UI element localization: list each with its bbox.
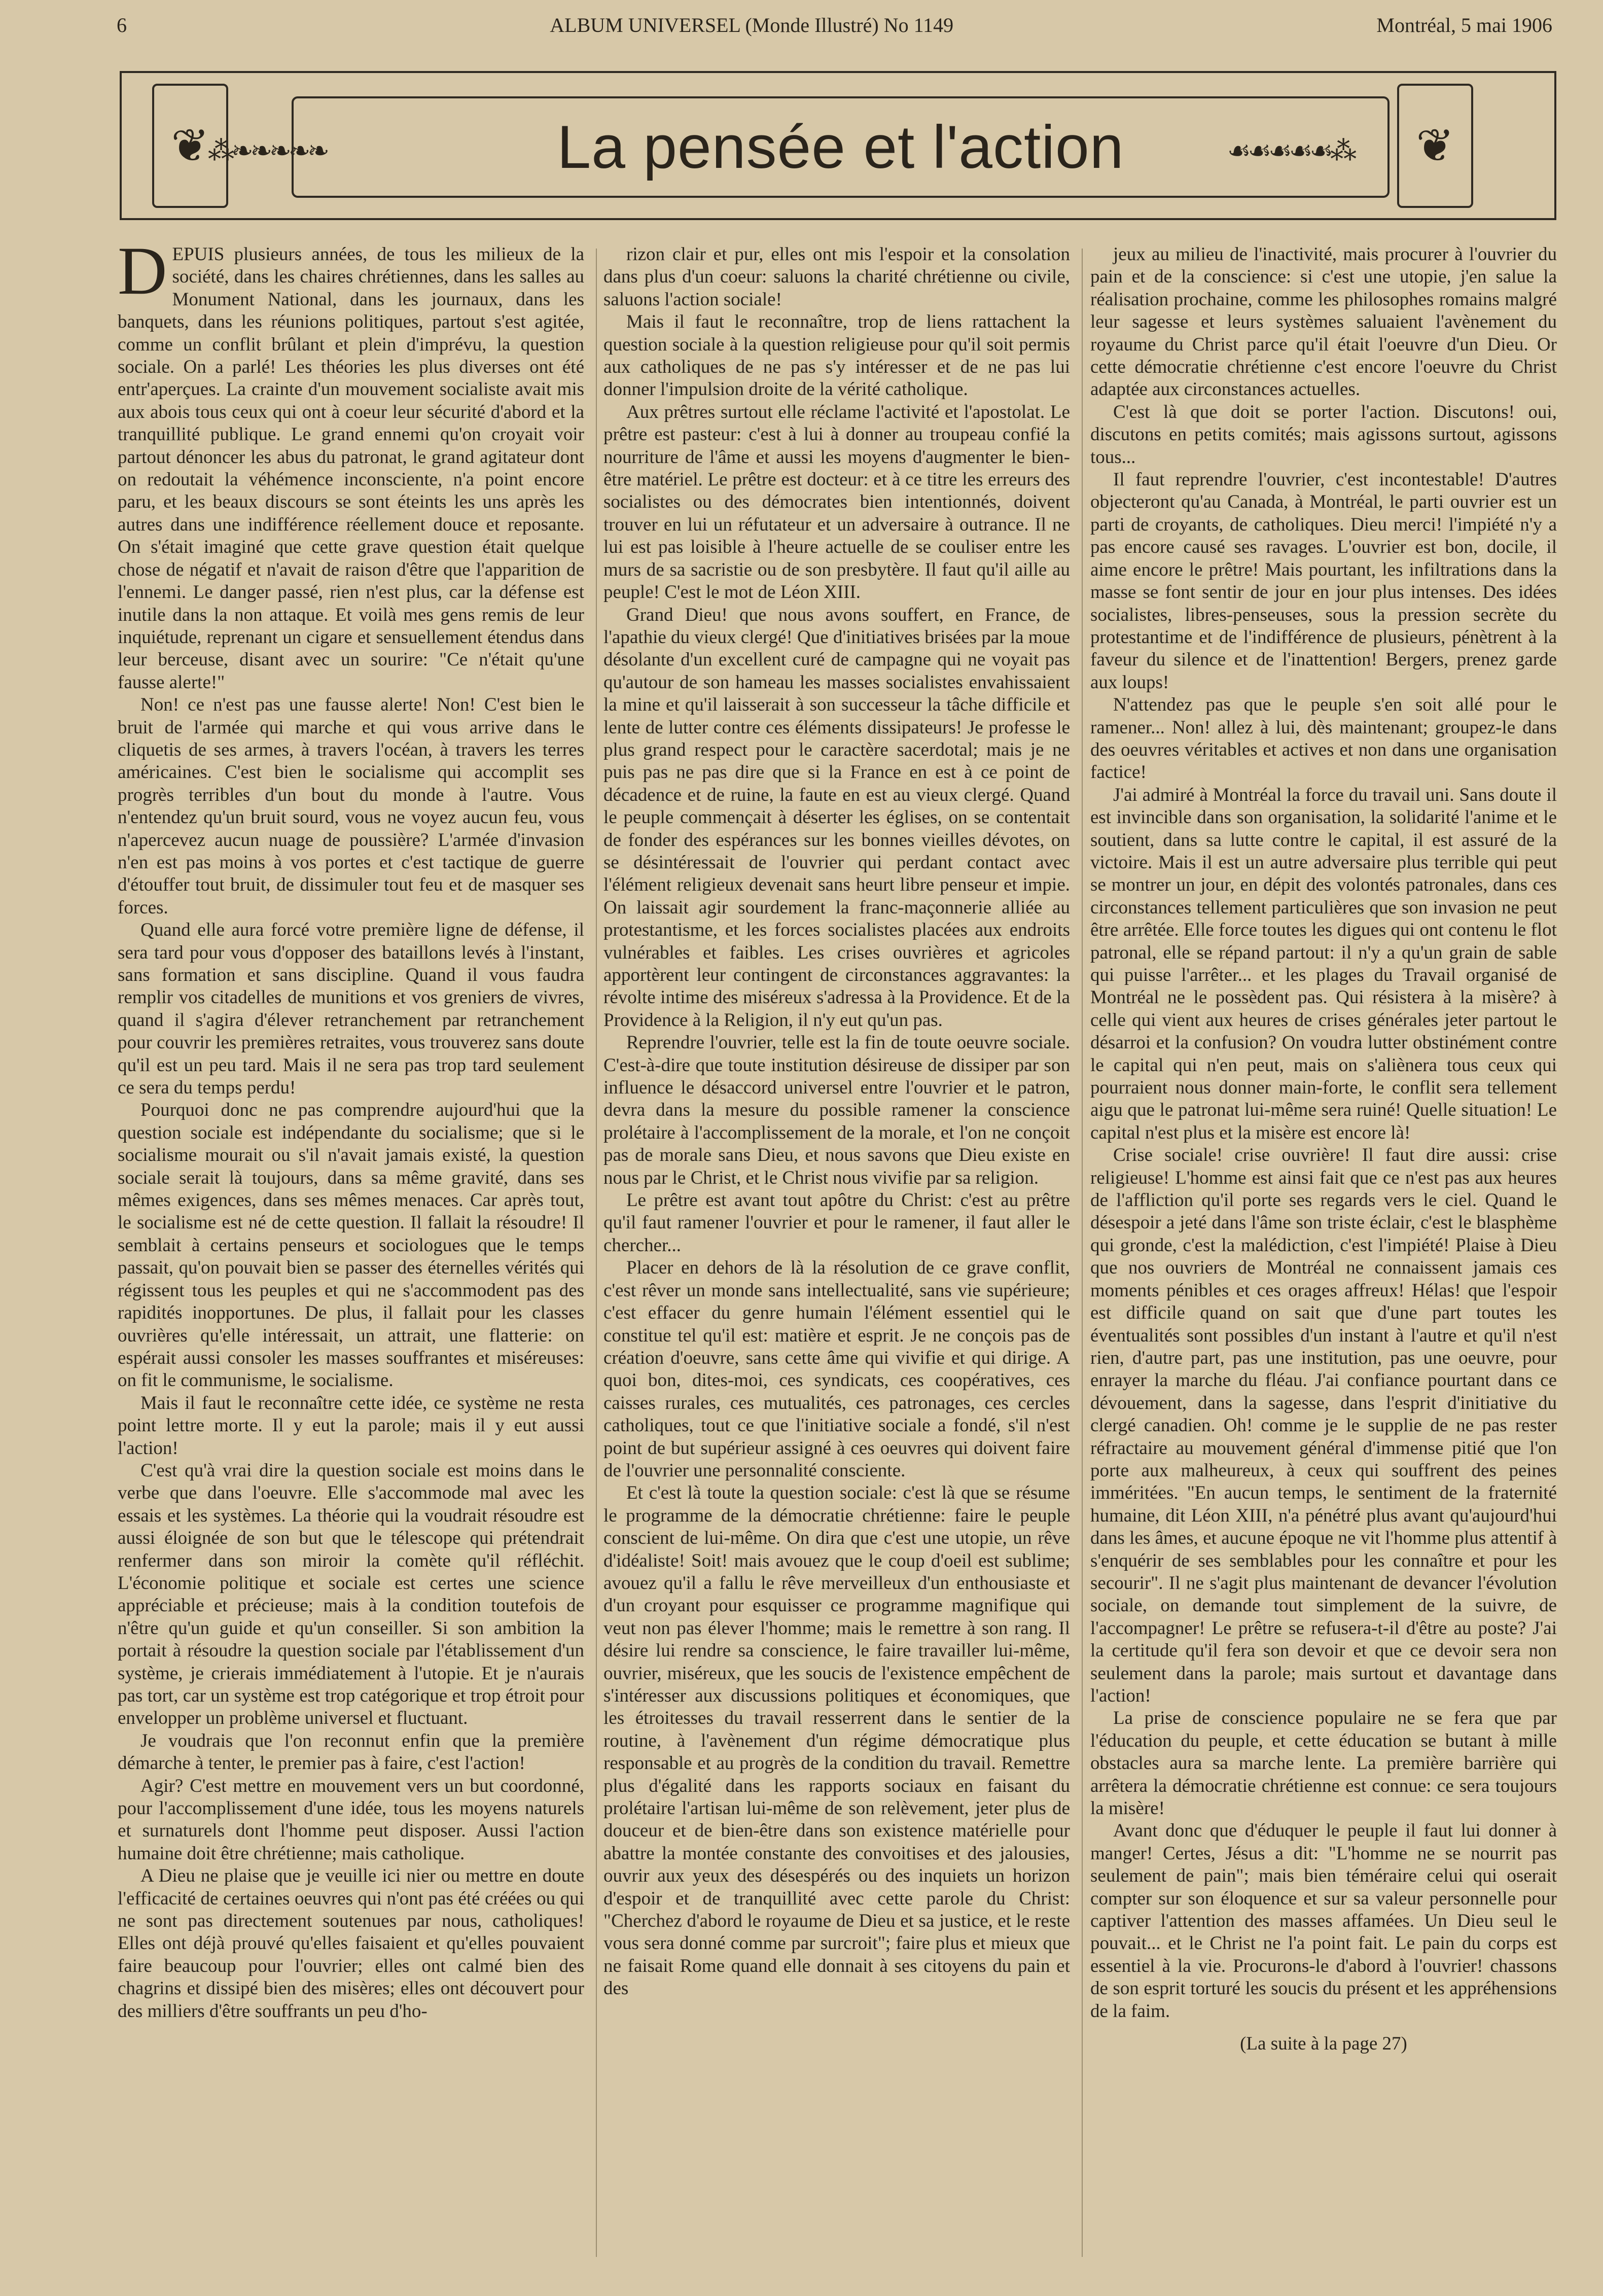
publication-title: ALBUM UNIVERSEL (Monde Illustré) No 1149 — [550, 14, 954, 37]
right-ornament-box — [1397, 84, 1473, 208]
article-paragraph: Agir? C'est mettre en mouvement vers un but coordonné, pour l'accomplissement d'une idée, tous les moyens naturels et surnaturels dont l'homme peut disposer. Aussi l'action humaine doit être chrétienne; mais catholique. — [118, 1775, 584, 1864]
article-paragraph: Avant donc que d'éduquer le peuple il faut lui donner à manger! Certes, Jésus a dit: "L'homme ne se nourrit pas seulement de pain"; mais bien téméraire celui qui oserait compter sur son éloquence et sur sa valeur personnelle pour captiver l'attention des masses affamées. Un Dieu seul le pouvait... et le Christ ne l'a point fait. Le pain du corps est essentiel à la vie. Procurons-le d'abord à l'ouvrier! chassons de son esprit torturé les soucis du présent et les appréhensions de la faim. — [1090, 1820, 1557, 2022]
article-paragraph: Quand elle aura forcé votre première ligne de défense, il sera tard pour vous d'opposer des bataillons levés à l'instant, sans formation et sans discipline. Quand il vous faudra remplir vos citadelles de munitions et vos greniers de vivres, quand il s'agira d'élever retranchement par retranchement pour couvrir les premières retraites, vous trouverez sans doute qu'il est un peu tard. Mais il ne sera pas trop tard seulement ce sera du temps perdu! — [118, 920, 584, 1099]
article-paragraph: Non! ce n'est pas une fausse alerte! Non! C'est bien le bruit de l'armée qui marche et qui vous arrive dans le cliquetis de ses armes, à travers l'océan, à travers les terres américaines. C'est bien le socialisme qui accomplit ses progrès terribles d'un bout du monde à l'autre. Vous n'entendez qu'un bruit sourd, vous ne voyez aucun feu, vous n'apercevez aucun nuage de poussière? L'armée d'invasion n'en est pas moins à vos portes et c'est tactique de guerre d'étouffer tout bruit, de dissimuler tout feu et de masquer ses forces. — [118, 694, 584, 918]
article-paragraph: Placer en dehors de là la résolution de ce grave conflit, c'est rêver un monde sans intellectualité, sans vie supérieure; c'est effacer du genre humain l'élément essentiel qui le constitue tel qu'il est: matière et esprit. Je ne conçois pas de création d'oeuvre, sans cette âme qui vivifie et qui dirige. A quoi bon, dites-moi, ces syndicats, ces coopératives, ces caisses rurales, ces mutualités, ces patronages, ces cercles catholiques, tout ce que l'initiative sociale a fondé, s'il n'est point de but supérieur assigné à ces oeuvres qui doivent faire de l'ouvrier une personnalité consciente. — [603, 1257, 1070, 1481]
article-paragraph: C'est qu'à vrai dire la question sociale est moins dans le verbe que dans l'oeuvre. Elle s'accommode mal avec les essais et les systèmes. La théorie qui la voudrait résoudre est aussi éloignée de son but que le télescope qui prétendrait renfermer dans son miroir la comète qu'il réfléchit. L'économie politique et sociale est certes une science appréciable et précieuse; mais à la condition toutefois de n'être qu'un guide et qu'un conseiller. Si son ambition la portait à résoudre la question sociale par l'établissement d'un système, je crierais immédiatement à l'utopie. Et je n'aurais pas tort, car un système est trop catégorique et trop étroit pour envelopper un problème universel et fluctuant. — [118, 1460, 584, 1729]
article-column-1 — [118, 233, 584, 2023]
issue-date: Montréal, 5 mai 1906 — [1376, 14, 1552, 37]
drop-cap: D — [118, 233, 167, 309]
running-head — [117, 13, 1552, 44]
left-vine-ornament: ⁂❧❧❧❧❧ — [208, 136, 327, 166]
article-paragraph: Pourquoi donc ne pas comprendre aujourd'hui que la question sociale est indépendante du socialisme; que si le socialisme mourait ou s'il n'avait jamais existé, la question sociale serait là toujours, dans sa même gravité, dans ses mêmes exigences, dans ses mêmes menaces. Car après tout, le socialisme est né de cette question. Il fallait la résoudre! Il semblait à certains penseurs et sociologues que le temps passait, qu'on pouvait bien se passer des éternelles vérités qui régissent tous les peuples et qui ne s'accommodent pas des rapidités inopportunes. De plus, il fallait pour les classes ouvrières qu'elle intéressait, un attrait, une flatterie: on espérait aussi consoler les masses souffrantes et miséreuses: on fit le communisme, le socialisme. — [118, 1100, 584, 1391]
ornament-icon: ❦ — [171, 119, 209, 172]
article-column-2 — [603, 243, 1070, 2000]
right-vine-ornament: ☙☙☙☙☙⁂ — [1227, 136, 1354, 166]
article-paragraph: Le prêtre est avant tout apôtre du Christ: c'est au prêtre qu'il faut ramener l'ouvrier et pour le ramener, il faut aller le chercher... — [603, 1190, 1070, 1256]
article-paragraph: La prise de conscience populaire ne se fera que par l'éducation du peuple, et cette éducation se butant à mille obstacles aura sa marche lente. La première barrière qui arrêtera la démocratie chrétienne est connue: ce sera toujours la misère! — [1090, 1708, 1557, 1819]
article-paragraph: Aux prêtres surtout elle réclame l'activité et l'apostolat. Le prêtre est pasteur: c'est à lui à donner au troupeau confié la nourriture de l'âme et aussi les moyens d'augmenter le bien-être matériel. Le prêtre est docteur: et à ce titre les erreurs des socialistes ou des démocrates bien intentionnés, doivent trouver en lui un réfutateur et un adversaire à outrance. Il ne lui est pas loisible à l'heure actuelle de se couliser entre les murs de sa sacristie ou de son presbytère. Il faut qu'il aille au peuple! C'est le mot de Léon XIII. — [603, 401, 1070, 603]
article-paragraph: Grand Dieu! que nous avons souffert, en France, de l'apathie du vieux clergé! Que d'initiatives brisées par la moue désolante d'un excellent curé de campagne qui ne voyait pas qu'autour de son hameau les masses socialistes envahissaient la mine et qu'il laisserait à son successeur la tâche difficile et lente de lutter contre ces éléments dissipateurs! Je professe le plus grand respect pour le caractère sacerdotal; mais je ne puis pas ne pas dire que si la France en est à ce point de décadence et de ruine, la faute en est au vieux clergé. Quand le peuple commençait à déserter les églises, on se contentait de fonder des espérances sur les bonnes vieilles dévotes, on se désintéressait de l'ouvrier qui perdant contact avec l'élément religieux devenait sans heurt libre penseur et impie. On laissait agir sourdement la franc-maçonnerie alliée au protestantisme, et les forces socialistes placées aux endroits vulnérables et faibles. Les crises ouvrières et agricoles apportèrent leur contingent de circonstances aggravantes: la révolte intime des miséreux s'adressa à la Providence. Et de la Providence à la Religion, il n'y eut qu'un pas. — [603, 604, 1070, 1031]
article-paragraph: rizon clair et pur, elles ont mis l'espoir et la consolation dans plus d'un coeur: saluons la charité chrétienne ou civile, saluons l'action sociale! — [603, 244, 1070, 310]
article-paragraph: Il faut reprendre l'ouvrier, c'est incontestable! D'autres objecteront qu'au Canada, à Montréal, le parti ouvrier est un parti de croyants, de catholiques. Dieu merci! l'impiété n'y a pas encore causé ses ravages. L'ouvrier est bon, docile, il aime encore le prêtre! Mais pourtant, les infiltrations dans la masse se font sentir de jour en jour plus intenses. Des idées socialistes, libres-penseuses, sous la pression secrète du protestantime et de l'indifférence de plusieurs, pénètrent à la faveur du silence et de l'inattention! Bergers, prenez garde aux loups! — [1090, 469, 1557, 693]
article-paragraph: J'ai admiré à Montréal la force du travail uni. Sans doute il est invincible dans son organisation, la solidarité l'anime et le soutient, dans sa lutte contre le capital, il est assuré de la victoire. Mais il est un autre adversaire plus terrible qui peut se montrer un jour, en dépit des volontés patronales, dans ces circonstances tellement particulières que son invasion ne peut être arrêtée. Elle force toutes les digues qui ont contenu le flot patronal, elle se répand partout: il n'y a qu'un grain de sable qui puisse l'arrêter... et les plages du Travail organisé de Montréal ne le possèdent pas. Qui résistera à la misère? à celle qui vient aux heures de crises générales jeter partout le désarroi et la confusion? On voudra lutter obstinément contre le capital qui n'en peut, mais on s'aliènera tous ceux qui pourraient nous donner main-forte, le conflit sera tellement aigu que le patronat lui-même sera ruiné! Quelle situation! Le capital n'est plus et la misère est encore là! — [1090, 784, 1557, 1143]
article-paragraph: N'attendez pas que le peuple s'en soit allé pour le ramener... Non! allez à lui, dès maintenant; groupez-le dans des oeuvres véritables et actives et non dans une organisation factice! — [1090, 694, 1557, 783]
article-paragraph: Crise sociale! crise ouvrière! Il faut dire aussi: crise religieuse! L'homme est ainsi fait que ce n'est pas aux heures de l'affliction qu'il porte ses regards vers le ciel. Quand le désespoir a jeté dans l'âme son triste éclair, c'est le blasphème qui gronde, c'est la malédiction, c'est l'impiété! Plaise à Dieu que nos ouvriers de Montréal ne connaissent jamais ces moments pénibles et ces orages affreux! Hélas! que l'espoir est difficile quand on sait que d'une part toutes les éventualités sont possibles d'un instant à l'autre et qu'il n'est rien, d'autre part, pas une institution, pas une oeuvre, pour enrayer la marche du fléau. J'ai confiance pourtant dans ce dévouement, dans la sagesse, dans l'esprit d'initiative du clergé canadien. Oh! comme je le supplie de ne pas rester réfractaire au mouvement général d'immense pitié que l'on porte aux malheureux, à ceux qui souffrent des peines imméritées. "En aucun temps, le sentiment de la fraternité humaine, dit Léon XIII, n'a pénétré plus avant qu'aujourd'hui dans les âmes, et aucune époque ne vit l'homme plus attentif à s'enquérir de ses semblables pour les connaître et pour les secourir". Il ne s'agit plus maintenant de devancer l'évolution sociale, on demande tout simplement de la suivre, de l'accompagner! Le prêtre se refusera-t-il d'être au poste? J'ai la certitude qu'il fera son devoir et que ce devoir sera non seulement dans la parole; mais surtout et davantage dans l'action! — [1090, 1145, 1557, 1706]
first-paragraph-text: EPUIS plusieurs années, de tous les milieux de la société, dans les chaires chrétiennes, dans les salles au Monument National, dans les journaux, dans les banquets, dans les réunions politiques, partout s'est agitée, comme un conflit brûlant et plein d'imprévu, la question sociale. On a parlé! Les théories les plus diverses ont été entr'aperçues. La crainte d'un mouvement socialiste avait mis aux abois tous ceux qui ont à coeur leur sécurité d'abord et la tranquillité publique. Le grand ennemi qu'on croyait voir partout dénoncer les abus du patronat, le grand agitateur dont on redoutait la véhémence inconsciente, n'a point encore paru, et les beaux discours se sont éteints les uns après les autres dans une indifférence réellement douce et reposante. On s'était imaginé que cette grave question était quelque chose de négatif et n'avait de raison d'être que l'apparition de l'ennemi. Le danger passé, rien n'est plus, car la défense est inutile dans la non attaque. Et voilà mes gens remis de leur inquiétude, reprenant un cigare et sensuellement étendus dans leur berceuse, disant avec un sourire: "Ce n'était qu'une fausse alerte!" — [118, 244, 584, 693]
column-divider — [1082, 249, 1083, 2257]
article-column-3 — [1090, 243, 1557, 2056]
article-paragraph: Je voudrais que l'on reconnut enfin que la première démarche à tenter, le premier pas à faire, c'est l'action! — [118, 1730, 584, 1774]
ornament-icon: ❦ — [1416, 119, 1454, 172]
article-paragraph: Et c'est là toute la question sociale: c'est là que se résume le programme de la démocratie chrétienne: faire le peuple conscient de lui-même. On dira que c'est une utopie, un rêve d'idéaliste! Soit! mais avouez que le coup d'oeil est sublime; avouez qu'il a fallu le rêve merveilleux d'un enthousiaste et d'un croyant pour esquisser ce programme magnifique qui veut non pas élever l'homme; mais le remettre à son rang. Il désire lui rendre sa conscience, le faire travailler lui-même, ouvrier, miséreux, que les soucis de l'existence empêchent de s'intéresser aux discussions politiques et économiques, que les étroitesses du travail resserrent dans le sentier de la routine, à l'avènement d'un régime démocratique plus responsable et au progrès de la condition du travail. Remettre plus d'égalité dans les rapports sociaux en faisant du prolétaire l'artisan lui-même de son relèvement, jeter plus de douceur et de bien-être dans son existence matérielle pour abattre la montée constante des convoitises et des jalousies, ouvrir aux yeux des désespérés ou des inquiets un horizon d'espoir et de tranquillité avec cette parole du Christ: "Cherchez d'abord le royaume de Dieu et sa justice, et le reste vous sera donné comme par surcroit"; faire plus et mieux que ne faisait Rome quand elle donnait à ses citoyens du pain et des — [603, 1482, 1070, 1999]
article-paragraph: A Dieu ne plaise que je veuille ici nier ou mettre en doute l'efficacité de certaines oeuvres qui n'ont pas été créées ou qui ne sont pas directement soutenues par nous, catholiques! Elles ont déjà prouvé qu'elles faisaient et qu'elles pouvaient faire beaucoup pour l'ouvrier; elles ont calmé bien des chagrins et dissipé bien des misères; elles ont découvert pour des milliers d'être souffrants un peu d'ho- — [118, 1865, 584, 2022]
title-box — [292, 96, 1390, 198]
article-title: La pensée et l'action — [557, 113, 1124, 181]
column-divider — [596, 249, 597, 2257]
article-paragraph: Mais il faut le reconnaître cette idée, ce système ne resta point lettre morte. Il y eut la parole; mais il y eut aussi l'action! — [118, 1392, 584, 1459]
article-paragraph: Mais il faut le reconnaître, trop de liens rattachent la question sociale à la question religieuse pour qu'il soit permis aux catholiques de ne pas s'y intéresser et de ne pas lui donner l'impulsion droite de la vérité catholique. — [603, 311, 1070, 400]
continued-note: (La suite à la page 27) — [1240, 2033, 1407, 2055]
article-paragraph — [118, 233, 584, 694]
article-paragraph: Reprendre l'ouvrier, telle est la fin de toute oeuvre sociale. C'est-à-dire que toute institution désireuse de dissiper par son influence le désaccord universel entre l'ouvrier et le patron, devra dans la mesure du possible ramener la conscience prolétaire à l'accomplissement de la morale, et l'on ne conçoit pas de morale sans Dieu, et nous savons que Dieu existe en nous par le Christ, et le Christ nous vivifie par sa religion. — [603, 1032, 1070, 1188]
article-paragraph: C'est là que doit se porter l'action. Discutons! oui, discutons en petits comités; mais agissons surtout, agissons tous... — [1090, 401, 1557, 468]
page-number: 6 — [117, 14, 127, 37]
article-paragraph: jeux au milieu de l'inactivité, mais procurer à l'ouvrier du pain et de la conscience: si c'est une utopie, j'en salue la réalisation prochaine, comme les philosophes romains malgré leur sagesse et leurs systèmes saluaient l'avènement du royaume du Christ parce qu'il était l'oeuvre d'un Dieu. Or cette démocratie chrétienne c'est encore l'oeuvre du Christ adaptée aux circonstances actuelles. — [1090, 244, 1557, 400]
